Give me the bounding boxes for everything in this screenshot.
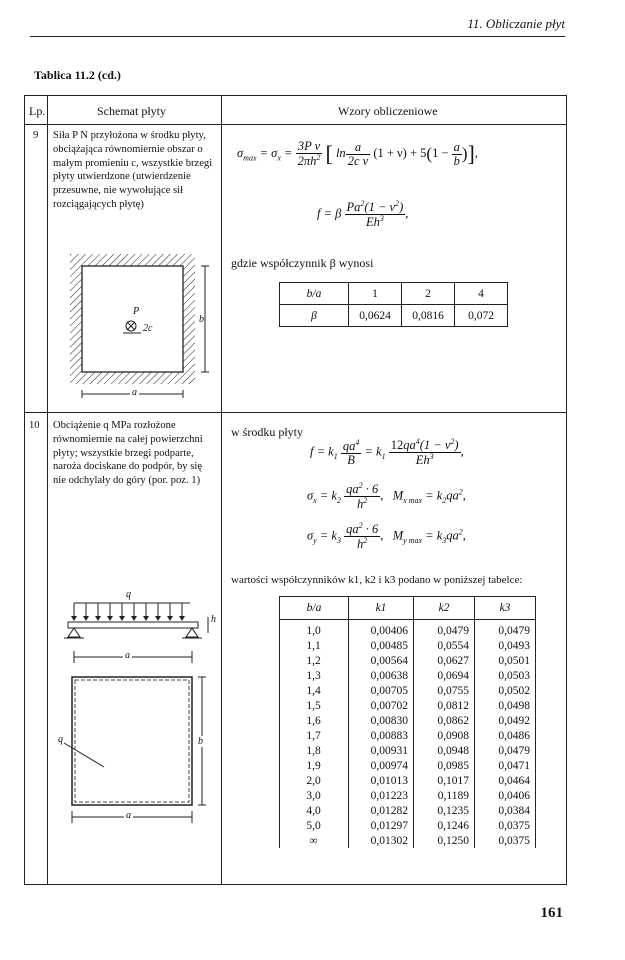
table-cell: 5,0 [280, 818, 349, 833]
plate-section [68, 622, 198, 628]
table-cell: 0,0384 [475, 803, 536, 818]
table-row [280, 803, 536, 818]
row10-description: Obciążenie q MPa rozłożone równomiernie na całej powierzchni płyty; wszystkie brzegi podparte, naroża dociskane do podpór, by się nie odchylały do góry (por. poz. 1) [53, 420, 203, 487]
col-divider-2 [221, 96, 222, 884]
table-row [280, 683, 536, 698]
table-row [280, 653, 536, 668]
row10-plate-diagram [60, 591, 215, 831]
table-cell: 0,0502 [475, 683, 536, 698]
k-coefficient-table [279, 596, 536, 848]
table-row [280, 758, 536, 773]
sigma-y-formula: $\sigma_y = k_3$ $\frac{qa^2 \cdot 6}{h^2}$ , $M_{y max} = k_3qa^2$, [307, 521, 466, 552]
page-number: 161 [540, 905, 563, 921]
k-table-header: k2 [414, 597, 475, 620]
row9-label-2c: 2c [143, 323, 153, 334]
table-cell: 0,1189 [414, 788, 475, 803]
row10-label-a-bottom: a [126, 810, 131, 821]
table-cell: 0,00705 [349, 683, 414, 698]
table-cell: 4,0 [280, 803, 349, 818]
running-header: 11. Obliczanie płyt [467, 16, 565, 31]
row9-plate-diagram [65, 246, 215, 408]
table-cell: 0,0503 [475, 668, 536, 683]
table-cell: 0,0498 [475, 698, 536, 713]
row9-label-b: b [199, 314, 204, 325]
row10-deflection-formula: $f = k_1$ $\frac{qa^4}{B}$ = $k_1$ $\frac{12qa^4(1 - \nu^2)}{Eh^3}$ , [310, 437, 464, 468]
k-table-header: b/a [280, 597, 349, 620]
table-cell: 0,01302 [349, 833, 414, 848]
table-cell: 0,0479 [414, 620, 475, 639]
table-cell: 1,6 [280, 713, 349, 728]
table-cell: 0,00974 [349, 758, 414, 773]
table-cell: 0,0812 [414, 698, 475, 713]
row10-label-b: b [198, 736, 203, 747]
table-cell: 1,4 [280, 683, 349, 698]
beta-table-cell: 0,0816 [402, 305, 455, 327]
row9-label-p: P [133, 306, 140, 317]
table-cell: 1,8 [280, 743, 349, 758]
k-table-header: k1 [349, 597, 414, 620]
table-row [280, 620, 536, 639]
row10-label-q2: q [58, 734, 63, 745]
table-cell: 0,0948 [414, 743, 475, 758]
table-cell: 0,1250 [414, 833, 475, 848]
table-cell: 0,0471 [475, 758, 536, 773]
table-cell: 2,0 [280, 773, 349, 788]
table-cell: 1,1 [280, 638, 349, 653]
beta-caption: gdzie współczynnik β wynosi [231, 256, 374, 270]
table-cell: 0,00638 [349, 668, 414, 683]
table-row [280, 638, 536, 653]
beta-table-cell: 0,0624 [349, 305, 402, 327]
support-left [64, 628, 84, 638]
k-table-body [280, 620, 536, 849]
table-cell: 0,00702 [349, 698, 414, 713]
center-caption: w środku płyty [231, 425, 303, 439]
table-cell: 0,1017 [414, 773, 475, 788]
table-cell: 0,0479 [475, 743, 536, 758]
table-row [280, 788, 536, 803]
table-cell: 0,0492 [475, 713, 536, 728]
table-cell: 0,0493 [475, 638, 536, 653]
table-cell: 0,0862 [414, 713, 475, 728]
table-cell: 0,01282 [349, 803, 414, 818]
table-cell: 1,2 [280, 653, 349, 668]
beta-table-cell: β [280, 305, 349, 327]
col-divider-1 [47, 96, 48, 884]
table-row [280, 668, 536, 683]
table-cell: 0,1246 [414, 818, 475, 833]
formula-table [24, 95, 567, 885]
table-row [280, 818, 536, 833]
beta-table-cell: 0,072 [455, 305, 508, 327]
table-cell: 1,7 [280, 728, 349, 743]
table-row [280, 773, 536, 788]
table-cell: 0,0479 [475, 620, 536, 639]
beta-table-header: b/a [280, 283, 349, 305]
sigma-max-formula: $\sigma_{max} = \sigma_x$ = $\frac{\text{3P ν}}{2\pi h^2}$ [ ln $\frac{a}{\text{2c ν}}$ (1 + ν) + 5(1 − $\frac{a}{b}$ )], [237, 139, 478, 169]
beta-table-header: 4 [455, 283, 508, 305]
row9-deflection-formula: f = β $\frac{Pa^2(1 - \nu^2)}{Eh^3}$ , [317, 199, 409, 230]
table-row [280, 698, 536, 713]
table-cell: 0,00406 [349, 620, 414, 639]
beta-table-header: 2 [402, 283, 455, 305]
plate-outline [82, 266, 183, 372]
table-cell: 0,0375 [475, 818, 536, 833]
beta-table-header: 1 [349, 283, 402, 305]
table-title: Tablica 11.2 (cd.) [34, 68, 121, 82]
coefficients-caption: wartości współczynników k1, k2 i k3 podano w poniższej tabelce: [231, 574, 523, 586]
table-cell: 0,00883 [349, 728, 414, 743]
col-schemat: Schemat płyty [97, 104, 166, 118]
table-cell: 1,5 [280, 698, 349, 713]
row9-label-a: a [132, 387, 137, 398]
table-cell: 1,9 [280, 758, 349, 773]
table-cell: 0,0554 [414, 638, 475, 653]
table-cell: 0,0985 [414, 758, 475, 773]
table-cell: 0,0501 [475, 653, 536, 668]
col-wzory: Wzory obliczeniowe [338, 104, 438, 118]
k-table-header: k3 [475, 597, 536, 620]
table-cell: 1,0 [280, 620, 349, 639]
distributed-load-arrows [71, 603, 190, 621]
header-divider [25, 124, 566, 125]
table-cell: 0,0486 [475, 728, 536, 743]
table-cell: 0,0464 [475, 773, 536, 788]
sigma-x-formula: $\sigma_x = k_2$ $\frac{qa^2 \cdot 6}{h^2}$ , $M_{x max} = k_2qa^2$, [307, 481, 466, 512]
table-cell: 0,01297 [349, 818, 414, 833]
table-cell: 0,00830 [349, 713, 414, 728]
table-cell: 0,01013 [349, 773, 414, 788]
table-cell: 0,0627 [414, 653, 475, 668]
row9-description: Siła P N przyłożona w środku płyty, obciążająca równomiernie obszar o małym promieniu c, wszystkie brzegi płyty utwierdzone (utwierdzenie przesuwne, nie wywołujące sił rozciągających płytę) [53, 130, 213, 210]
header-rule [30, 36, 565, 37]
table-cell: 0,00485 [349, 638, 414, 653]
table-cell: 0,00931 [349, 743, 414, 758]
table-cell: 0,0406 [475, 788, 536, 803]
table-cell: 0,0755 [414, 683, 475, 698]
table-cell: 0,0694 [414, 668, 475, 683]
table-cell: 0,00564 [349, 653, 414, 668]
row9-lp: 9 [33, 130, 39, 141]
table-row [280, 713, 536, 728]
table-cell: 0,1235 [414, 803, 475, 818]
row-divider [25, 412, 566, 413]
table-cell: 0,01223 [349, 788, 414, 803]
beta-table [279, 282, 508, 327]
row10-lp: 10 [29, 420, 40, 431]
table-cell: 1,3 [280, 668, 349, 683]
row10-label-h: h [211, 614, 216, 625]
row10-label-q: q [126, 589, 131, 600]
table-cell: 0,0908 [414, 728, 475, 743]
table-cell: ∞ [280, 833, 349, 848]
plate-plan [72, 677, 192, 805]
row10-label-a-top: a [125, 650, 130, 661]
col-lp: Lp. [29, 104, 46, 118]
support-right [182, 628, 202, 638]
table-row [280, 743, 536, 758]
table-cell: 3,0 [280, 788, 349, 803]
table-cell: 0,0375 [475, 833, 536, 848]
table-row [280, 728, 536, 743]
table-row [280, 833, 536, 848]
